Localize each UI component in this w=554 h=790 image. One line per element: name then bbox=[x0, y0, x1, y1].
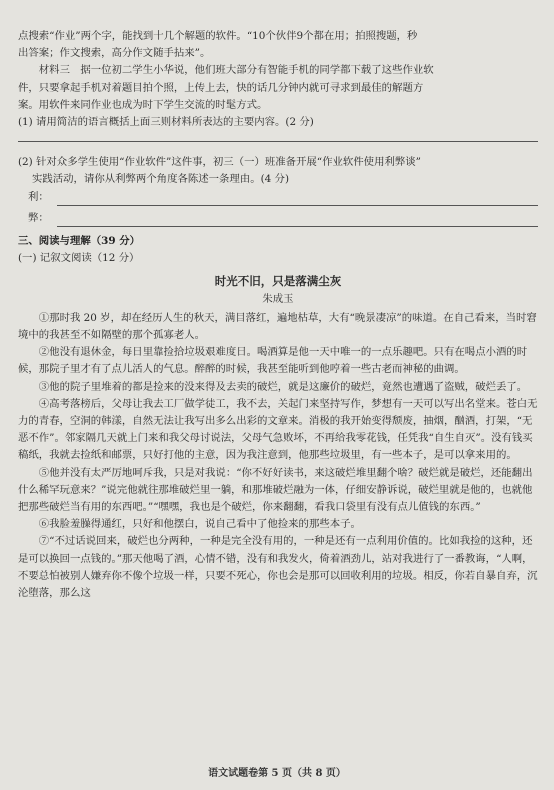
text-line: 出答案；作文搜索，高分作文随手拈来”。 bbox=[18, 47, 211, 60]
question-2: (2) 针对众多学生使用“作业软件”这件事，初三（一）班准备开展“作业软件使用利弊谈” bbox=[18, 156, 421, 169]
answer-line bbox=[57, 214, 538, 227]
answer-line-pro bbox=[18, 189, 538, 206]
essay-paragraph: ②他没有退休金，每日里靠捡拾垃圾艰难度日。喝酒算是他一天中唯一的一点乐趣吧。只有在喝点小酒的时候，那院子里才有了点儿活人的气息。醉醉的时候，我甚至能听到他哼着一些古老而神秘的曲调。 bbox=[18, 346, 528, 376]
essay-paragraph: ①那时我 20 岁，却在经历人生的秋天，满目落红，遍地枯草，大有“晚景凄凉”的味道。在自己看来，当时窘境中的我甚至不如隔壁的那个孤寡老人。 bbox=[18, 311, 537, 342]
material-three-line: 案。用软件来同作业也成为时下学生交流的时髦方式。 bbox=[18, 98, 268, 111]
text-line: 点搜索“作业”两个字，能找到十几个解题的软件。“10个伙伴9个都在用；拍照搜题，秒 bbox=[18, 30, 418, 42]
answer-line bbox=[57, 193, 538, 206]
essay-paragraph: ③他的院子里堆着的都是捡来的没来得及去卖的破烂，就是这廉价的破烂，竟然也遭遇了盗贼，破烂丢了。 bbox=[38, 380, 528, 393]
pro-label: 利： bbox=[28, 190, 49, 203]
question-2: 实践活动，请你从利弊两个角度各陈述一条理由。(4 分) bbox=[32, 173, 290, 186]
page-footer: 语文试题卷第 5 页（共 8 页） bbox=[208, 768, 346, 779]
con-label: 弊： bbox=[28, 211, 49, 224]
essay-heading bbox=[18, 273, 538, 307]
essay-paragraph: ④高考落榜后，父母让我去工厂做学徒工，我不去，关起门来坚持写作，梦想有一天可以写出名堂来。苍白无力的青春，空洞的韩漾，自然无法让我写出多么出彩的文章来。消极的我开始变得颓废，抽烟，酗酒，打架，“无恶不作”。邻家隔几天就上门来和我父母讨说法，父母气急败坏，不再给我零花钱，任凭我“自生自灭”。没有钱买稿纸，我就去捡纸和邮票，只好打他的主意，因为我注意到，他那些垃圾里，有一些本子，是可以拿来用的。 bbox=[18, 397, 538, 462]
material-three-line: 材料三 据一位初二学生小华说，他们班大部分有智能手机的同学都下载了这些作业软 bbox=[38, 64, 434, 77]
question-1: (1) 请用简洁的语言概括上面三则材料所表达的主要内容。(2 分) bbox=[18, 116, 314, 129]
essay-author: 朱成玉 bbox=[262, 292, 294, 305]
essay-paragraph: ⑦“不过话说回来，破烂也分两种，一种是完全没有用的，一种是还有一点利用价值的。比如我捡的这种，还是可以换回一点钱的。”那天他喝了酒，心情不错，没有和我发火，倚着酒劲儿，站对我进行了一番教诲，“人啊，不要总怕被别人嫌弃你不像个垃圾一样，只要不死心，你也会是那可以回收利用的垃圾。相反，你若自暴自弃，沉沦堕落，那么这 bbox=[18, 535, 538, 600]
section-heading: 三、阅读与理解（39 分） bbox=[18, 235, 140, 248]
answer-line bbox=[18, 141, 538, 142]
answer-line-con bbox=[18, 210, 538, 227]
essay-paragraph: ⑤他并没有太严厉地呵斥我，只是对我说：“你不好好读书，来这破烂堆里翻个啥？破烂就是破烂，还能翻出什么稀罕玩意来？”说完他就往那堆破烂里一躺，和那堆破烂融为一体，仔细安静诉说，破烂里就是他的，也就他把那些破烂当有用的东西吧。”“嘿嘿，我也是个破烂，你来翻翻，看我口袋里有没有点儿值钱的东西。” bbox=[18, 466, 533, 514]
essay-paragraph: ⑥我脸羞臊得通红，只好和他摆白，说自己看中了他捡来的那些本子。 bbox=[38, 518, 361, 531]
material-three-line: 件，只要拿起手机对着题目拍个照，上传上去，快的话几分钟内就可寻求到最佳的解题方 bbox=[18, 81, 424, 94]
subsection-heading: (一) 记叙文阅读（12 分） bbox=[18, 252, 140, 265]
essay-title: 时光不旧，只是落满尘灰 bbox=[214, 274, 342, 289]
page-content bbox=[18, 28, 538, 602]
